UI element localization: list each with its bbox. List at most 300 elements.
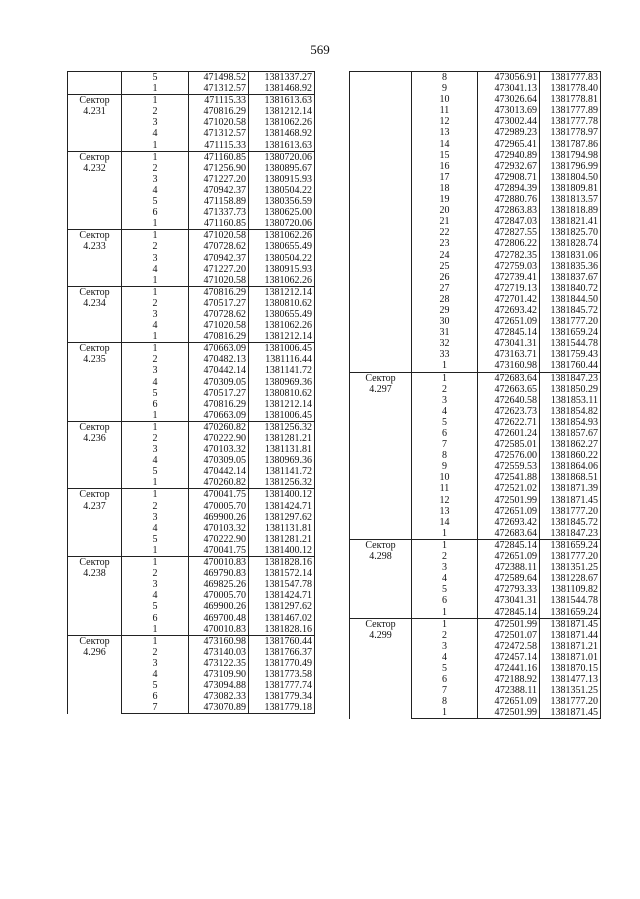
coordinate-x: 469790.83 — [189, 568, 249, 579]
point-number: 4 — [122, 320, 189, 331]
coordinate-x: 469900.26 — [189, 601, 249, 612]
point-number: 1 — [122, 343, 189, 355]
point-number: 8 — [412, 696, 478, 707]
point-number: 1 — [122, 489, 189, 501]
coordinate-y: 1381847.23 — [540, 528, 601, 540]
coordinate-y: 1381871.39 — [540, 483, 601, 494]
coordinate-y: 1380810.62 — [249, 298, 315, 309]
coordinate-y: 1381778.40 — [540, 83, 601, 94]
point-number: 8 — [412, 450, 478, 461]
coordinate-x: 470442.14 — [189, 365, 249, 376]
point-number: 6 — [122, 399, 189, 410]
sector-label: Сектор 4.296 — [68, 635, 122, 714]
point-number: 5 — [122, 601, 189, 612]
coordinate-y: 1381572.14 — [249, 568, 315, 579]
coordinate-x: 471115.33 — [189, 95, 249, 107]
point-number: 3 — [122, 253, 189, 264]
sector-label: Сектор 4.233 — [68, 230, 122, 286]
point-number: 5 — [412, 663, 478, 674]
coordinate-x: 473041.31 — [478, 595, 540, 606]
table-row — [68, 286, 315, 298]
coordinate-x: 470816.29 — [189, 331, 249, 343]
coordinate-y: 1380625.00 — [249, 207, 315, 218]
point-number: 1 — [122, 151, 189, 163]
coordinate-y: 1381468.92 — [249, 128, 315, 139]
coordinate-y: 1381778.81 — [540, 94, 601, 105]
coordinate-y: 1381871.45 — [540, 707, 601, 719]
coordinate-x: 472880.76 — [478, 194, 540, 205]
coordinate-x: 473026.64 — [478, 94, 540, 105]
coordinate-x: 472827.55 — [478, 227, 540, 238]
coordinate-x: 471312.57 — [189, 83, 249, 95]
table-row — [68, 489, 315, 501]
coordinate-x: 470816.29 — [189, 399, 249, 410]
point-number: 1 — [412, 528, 478, 540]
left-table-body — [68, 72, 315, 714]
point-number: 11 — [412, 483, 478, 494]
coordinate-x: 470005.70 — [189, 590, 249, 601]
coordinate-x: 473041.13 — [478, 83, 540, 94]
coordinate-x: 472501.99 — [478, 618, 540, 630]
coordinate-x: 472501.07 — [478, 630, 540, 641]
coordinate-x: 472623.73 — [478, 406, 540, 417]
coordinate-y: 1381844.50 — [540, 294, 601, 305]
coordinate-x: 472693.42 — [478, 305, 540, 316]
coordinate-y: 1381759.43 — [540, 349, 601, 360]
coordinate-x: 472589.64 — [478, 573, 540, 584]
coordinate-y: 1381840.72 — [540, 283, 601, 294]
point-number: 2 — [122, 501, 189, 512]
coordinate-y: 1381835.36 — [540, 261, 601, 272]
coordinate-y: 1381862.27 — [540, 439, 601, 450]
coordinate-x: 470517.27 — [189, 298, 249, 309]
coordinate-x: 472651.09 — [478, 551, 540, 562]
coordinate-y: 1380895.67 — [249, 163, 315, 174]
coordinate-x: 473070.89 — [189, 702, 249, 714]
coordinate-x: 470442.14 — [189, 466, 249, 477]
coordinate-x: 470103.32 — [189, 444, 249, 455]
coordinate-x: 473163.71 — [478, 349, 540, 360]
coordinate-y: 1380810.62 — [249, 388, 315, 399]
coordinate-x: 472541.88 — [478, 472, 540, 483]
coordinate-y: 1381281.21 — [249, 433, 315, 444]
point-number: 2 — [122, 163, 189, 174]
coordinate-y: 1380504.22 — [249, 253, 315, 264]
coordinate-y: 1381818.89 — [540, 205, 601, 216]
coordinate-y: 1381777.20 — [540, 506, 601, 517]
coordinate-x: 473160.98 — [189, 635, 249, 647]
coordinate-x: 473041.31 — [478, 338, 540, 349]
coordinate-y: 1381547.78 — [249, 579, 315, 590]
coordinate-y: 1381850.29 — [540, 384, 601, 395]
point-number: 4 — [412, 573, 478, 584]
table-row — [68, 230, 315, 242]
coordinate-y: 1381871.01 — [540, 652, 601, 663]
coordinate-y: 1381062.26 — [249, 275, 315, 287]
coordinate-x: 470942.37 — [189, 253, 249, 264]
point-number: 4 — [412, 652, 478, 663]
coordinate-y: 1381281.21 — [249, 534, 315, 545]
point-number: 25 — [412, 261, 478, 272]
point-number: 13 — [412, 127, 478, 138]
coordinate-y: 1381468.92 — [249, 83, 315, 95]
coordinate-y: 1381864.06 — [540, 461, 601, 472]
point-number: 4 — [122, 377, 189, 388]
coordinate-x: 469900.26 — [189, 512, 249, 523]
coordinate-y: 1381659.24 — [540, 539, 601, 551]
coordinate-x: 472501.99 — [478, 495, 540, 506]
coordinate-y: 1381779.18 — [249, 702, 315, 714]
coordinate-y: 1381779.34 — [249, 691, 315, 702]
coordinate-y: 1381860.22 — [540, 450, 601, 461]
coordinate-x: 472932.67 — [478, 161, 540, 172]
coordinate-y: 1381659.24 — [540, 327, 601, 338]
coordinate-y: 1381400.12 — [249, 489, 315, 501]
coordinate-x: 472441.16 — [478, 663, 540, 674]
coordinate-y: 1381212.14 — [249, 286, 315, 298]
coordinate-y: 1381351.25 — [540, 685, 601, 696]
coordinate-y: 1381847.23 — [540, 372, 601, 384]
sector-label: Сектор 4.298 — [350, 539, 412, 618]
point-number: 2 — [122, 106, 189, 117]
coordinate-x: 471020.58 — [189, 275, 249, 287]
coordinate-y: 1381062.26 — [249, 320, 315, 331]
point-number: 1 — [412, 539, 478, 551]
point-number: 2 — [412, 551, 478, 562]
sector-label: Сектор 4.232 — [68, 151, 122, 230]
coordinate-x: 473160.98 — [478, 360, 540, 372]
coordinate-x: 472940.89 — [478, 150, 540, 161]
point-number: 28 — [412, 294, 478, 305]
point-number: 1 — [122, 230, 189, 242]
table-row — [68, 343, 315, 355]
coordinate-y: 1381777.20 — [540, 551, 601, 562]
point-number: 5 — [122, 534, 189, 545]
point-number: 29 — [412, 305, 478, 316]
coordinate-x: 472521.02 — [478, 483, 540, 494]
coordinate-x: 470517.27 — [189, 388, 249, 399]
point-number: 27 — [412, 283, 478, 294]
coordinate-y: 1381854.93 — [540, 417, 601, 428]
page-number: 569 — [310, 42, 330, 57]
coordinate-y: 1380655.49 — [249, 309, 315, 320]
point-number: 1 — [122, 286, 189, 298]
table-row — [68, 151, 315, 163]
coordinate-y: 1381131.81 — [249, 523, 315, 534]
coordinate-y: 1381116.44 — [249, 354, 315, 365]
coordinate-x: 470260.82 — [189, 421, 249, 433]
point-number: 1 — [412, 372, 478, 384]
coordinate-x: 472894.39 — [478, 183, 540, 194]
coordinate-y: 1381828.16 — [249, 557, 315, 569]
point-number: 2 — [412, 630, 478, 641]
coordinate-y: 1381351.25 — [540, 562, 601, 573]
point-number: 1 — [122, 557, 189, 569]
coordinate-x: 472188.92 — [478, 674, 540, 685]
point-number: 3 — [122, 444, 189, 455]
coordinate-y: 1381773.58 — [249, 669, 315, 680]
coordinate-y: 1381766.37 — [249, 647, 315, 658]
coordinate-x: 472472.58 — [478, 641, 540, 652]
point-number: 18 — [412, 183, 478, 194]
coordinate-x: 472576.00 — [478, 450, 540, 461]
point-number: 14 — [412, 139, 478, 150]
table-row — [68, 557, 315, 569]
coordinate-x: 470041.75 — [189, 545, 249, 557]
coordinate-y: 1381760.44 — [540, 360, 601, 372]
coordinate-y: 1381141.72 — [249, 365, 315, 376]
coordinate-y: 1381778.97 — [540, 127, 601, 138]
coordinate-y: 1381400.12 — [249, 545, 315, 557]
point-number: 7 — [412, 439, 478, 450]
coordinate-x: 472651.09 — [478, 696, 540, 707]
coordinate-x: 473140.03 — [189, 647, 249, 658]
coordinate-x: 473002.44 — [478, 116, 540, 127]
sector-label: Сектор 4.236 — [68, 421, 122, 489]
point-number: 23 — [412, 238, 478, 249]
coordinate-y: 1381109.82 — [540, 584, 601, 595]
coordinate-x: 472651.09 — [478, 506, 540, 517]
coordinate-y: 1381228.67 — [540, 573, 601, 584]
coordinate-x: 470942.37 — [189, 185, 249, 196]
coordinate-y: 1381804.50 — [540, 172, 601, 183]
coordinate-x: 470041.75 — [189, 489, 249, 501]
coordinate-y: 1381424.71 — [249, 590, 315, 601]
coordinate-x: 470005.70 — [189, 501, 249, 512]
coordinate-y: 1381777.89 — [540, 105, 601, 116]
coordinate-x: 472989.23 — [478, 127, 540, 138]
coordinate-y: 1381813.57 — [540, 194, 601, 205]
coordinate-x: 472640.58 — [478, 395, 540, 406]
coordinate-y: 1381837.67 — [540, 272, 601, 283]
table-row — [350, 372, 601, 384]
point-number: 5 — [122, 680, 189, 691]
coordinate-x: 472701.42 — [478, 294, 540, 305]
point-number: 33 — [412, 349, 478, 360]
point-number: 4 — [122, 455, 189, 466]
coordinate-y: 1381297.62 — [249, 601, 315, 612]
point-number: 2 — [122, 354, 189, 365]
coordinate-x: 470663.09 — [189, 343, 249, 355]
point-number: 8 — [412, 72, 478, 84]
coordinate-y: 1381424.71 — [249, 501, 315, 512]
coordinate-x: 471337.73 — [189, 207, 249, 218]
coordinate-x: 470816.29 — [189, 286, 249, 298]
point-number: 5 — [412, 417, 478, 428]
point-number: 5 — [122, 466, 189, 477]
sector-label: Сектор 4.234 — [68, 286, 122, 342]
point-number: 2 — [122, 568, 189, 579]
coordinate-y: 1381871.44 — [540, 630, 601, 641]
coordinate-y: 1381006.45 — [249, 410, 315, 422]
point-number: 1 — [122, 95, 189, 107]
right-table-body — [350, 72, 601, 719]
coordinate-x: 473082.33 — [189, 691, 249, 702]
coordinate-x: 471498.52 — [189, 72, 249, 84]
point-number: 15 — [412, 150, 478, 161]
point-number: 4 — [412, 406, 478, 417]
point-number: 6 — [122, 613, 189, 624]
table-row — [68, 72, 315, 84]
coordinate-x: 472651.09 — [478, 316, 540, 327]
coordinate-x: 472782.35 — [478, 250, 540, 261]
point-number: 4 — [122, 669, 189, 680]
point-number: 10 — [412, 472, 478, 483]
coordinate-x: 472622.71 — [478, 417, 540, 428]
point-number: 1 — [122, 218, 189, 230]
point-number: 1 — [122, 83, 189, 95]
point-number: 6 — [122, 691, 189, 702]
coordinate-x: 470222.90 — [189, 433, 249, 444]
coordinate-y: 1381337.27 — [249, 72, 315, 84]
table-row — [68, 635, 315, 647]
coordinate-x: 473056.91 — [478, 72, 540, 84]
coordinate-y: 1381467.02 — [249, 613, 315, 624]
table-row — [68, 95, 315, 107]
point-number: 12 — [412, 116, 478, 127]
coordinate-y: 1381870.15 — [540, 663, 601, 674]
coordinate-y: 1381871.45 — [540, 618, 601, 630]
coordinate-y: 1380720.06 — [249, 151, 315, 163]
point-number: 2 — [122, 298, 189, 309]
coordinate-y: 1381006.45 — [249, 343, 315, 355]
sector-label: Сектор 4.238 — [68, 557, 122, 636]
coordinate-x: 472739.41 — [478, 272, 540, 283]
coordinate-x: 471312.57 — [189, 128, 249, 139]
point-number: 10 — [412, 94, 478, 105]
coordinate-y: 1381787.86 — [540, 139, 601, 150]
coordinate-x: 472663.65 — [478, 384, 540, 395]
coordinate-y: 1381477.13 — [540, 674, 601, 685]
coordinate-x: 472457.14 — [478, 652, 540, 663]
coordinate-y: 1381141.72 — [249, 466, 315, 477]
point-number: 3 — [412, 562, 478, 573]
coordinate-x: 470309.05 — [189, 377, 249, 388]
coordinate-x: 472845.14 — [478, 539, 540, 551]
point-number: 1 — [412, 360, 478, 372]
point-number: 9 — [412, 461, 478, 472]
coordinate-x: 472501.99 — [478, 707, 540, 719]
coordinate-x: 473122.35 — [189, 658, 249, 669]
coordinate-x: 472693.42 — [478, 517, 540, 528]
coordinate-y: 1381777.20 — [540, 316, 601, 327]
coordinate-x: 471158.89 — [189, 196, 249, 207]
coordinate-x: 472601.24 — [478, 428, 540, 439]
coordinate-x: 472719.13 — [478, 283, 540, 294]
point-number: 6 — [412, 595, 478, 606]
point-number: 1 — [122, 410, 189, 422]
coordinate-x: 472806.22 — [478, 238, 540, 249]
coordinate-y: 1381828.16 — [249, 624, 315, 636]
coordinate-x: 470663.09 — [189, 410, 249, 422]
coordinate-y: 1381659.24 — [540, 607, 601, 619]
coordinate-y: 1381845.72 — [540, 517, 601, 528]
coordinate-x: 472759.03 — [478, 261, 540, 272]
coordinate-x: 470728.62 — [189, 309, 249, 320]
point-number: 2 — [412, 384, 478, 395]
point-number: 1 — [122, 140, 189, 152]
point-number: 4 — [122, 128, 189, 139]
coordinate-y: 1380969.36 — [249, 455, 315, 466]
coordinate-y: 1381857.67 — [540, 428, 601, 439]
coordinates-table-right — [349, 71, 601, 719]
coordinate-x: 472388.11 — [478, 562, 540, 573]
coordinate-y: 1381297.62 — [249, 512, 315, 523]
coordinate-x: 471020.58 — [189, 320, 249, 331]
coordinate-y: 1381256.32 — [249, 477, 315, 489]
point-number: 5 — [122, 72, 189, 84]
point-number: 3 — [122, 512, 189, 523]
point-number: 19 — [412, 194, 478, 205]
coordinate-y: 1381131.81 — [249, 444, 315, 455]
coordinate-y: 1381613.63 — [249, 95, 315, 107]
point-number: 1 — [122, 477, 189, 489]
sector-label: Сектор 4.299 — [350, 618, 412, 719]
coordinate-x: 470222.90 — [189, 534, 249, 545]
coordinate-y: 1381868.51 — [540, 472, 601, 483]
point-number: 3 — [122, 365, 189, 376]
point-number: 3 — [122, 174, 189, 185]
point-number: 5 — [122, 388, 189, 399]
coordinate-y: 1380655.49 — [249, 241, 315, 252]
point-number: 1 — [122, 635, 189, 647]
coordinate-x: 472845.14 — [478, 607, 540, 619]
point-number: 1 — [412, 618, 478, 630]
coordinate-y: 1381777.74 — [249, 680, 315, 691]
coordinate-y: 1381062.26 — [249, 117, 315, 128]
coordinate-y: 1381871.45 — [540, 495, 601, 506]
point-number: 11 — [412, 105, 478, 116]
point-number: 1 — [122, 275, 189, 287]
coordinate-y: 1381777.83 — [540, 72, 601, 84]
point-number: 3 — [122, 309, 189, 320]
coordinate-y: 1381777.20 — [540, 696, 601, 707]
coordinate-y: 1381854.82 — [540, 406, 601, 417]
table-row — [350, 618, 601, 630]
coordinate-x: 472908.71 — [478, 172, 540, 183]
point-number: 2 — [122, 241, 189, 252]
coordinate-y: 1381062.26 — [249, 230, 315, 242]
sector-label: Сектор 4.297 — [350, 372, 412, 539]
coordinate-x: 472965.41 — [478, 139, 540, 150]
coordinate-y: 1381794.98 — [540, 150, 601, 161]
coordinate-y: 1381871.21 — [540, 641, 601, 652]
coordinate-y: 1381825.70 — [540, 227, 601, 238]
point-number: 1 — [122, 331, 189, 343]
coordinate-x: 473013.69 — [478, 105, 540, 116]
point-number: 13 — [412, 506, 478, 517]
coordinate-x: 471115.33 — [189, 140, 249, 152]
coordinate-y: 1380720.06 — [249, 218, 315, 230]
point-number: 6 — [412, 674, 478, 685]
point-number: 30 — [412, 316, 478, 327]
point-number: 3 — [122, 658, 189, 669]
point-number: 3 — [412, 395, 478, 406]
coordinate-y: 1380969.36 — [249, 377, 315, 388]
point-number: 3 — [122, 579, 189, 590]
coordinate-y: 1380915.93 — [249, 264, 315, 275]
coordinate-x: 472845.14 — [478, 327, 540, 338]
coordinate-x: 472863.83 — [478, 205, 540, 216]
point-number: 24 — [412, 250, 478, 261]
coordinate-x: 470260.82 — [189, 477, 249, 489]
point-number: 4 — [122, 185, 189, 196]
point-number: 4 — [122, 590, 189, 601]
point-number: 1 — [412, 607, 478, 619]
point-number: 31 — [412, 327, 478, 338]
coordinate-x: 472847.03 — [478, 216, 540, 227]
point-number: 14 — [412, 517, 478, 528]
